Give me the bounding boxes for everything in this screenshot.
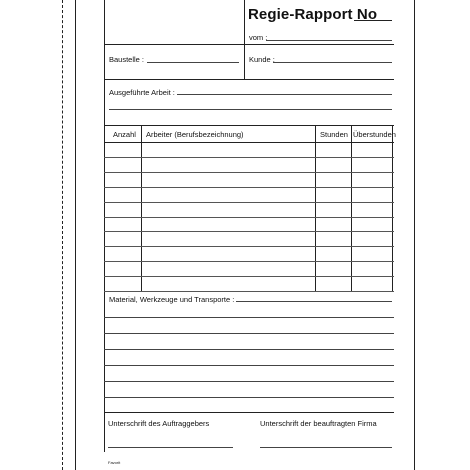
client-signature-label: Unterschrift des Auftraggebers <box>108 419 210 428</box>
baustelle-label: Baustelle : <box>109 55 145 64</box>
material-line[interactable] <box>104 333 394 334</box>
form-title: Regie-Rapport No <box>248 6 378 23</box>
kunde-field[interactable] <box>273 62 392 63</box>
table-row[interactable] <box>104 157 394 158</box>
signature-separator <box>104 412 394 413</box>
form-sheet <box>54 0 416 470</box>
vom-label: vom : <box>249 33 268 42</box>
table-row[interactable] <box>104 276 394 277</box>
table-row[interactable] <box>104 291 394 292</box>
kunde-label: Kunde : <box>249 55 275 64</box>
form-right-border <box>414 0 415 470</box>
date-field[interactable] <box>266 40 392 41</box>
client-signature-field[interactable] <box>108 447 233 448</box>
col-divider-3 <box>351 125 352 291</box>
firm-signature-label: Unterschrift der beauftragten Firma <box>260 419 377 428</box>
form-left-border <box>104 0 105 452</box>
material-label: Material, Werkzeuge und Transporte : <box>109 295 235 304</box>
col-divider-4 <box>392 125 393 291</box>
material-line[interactable] <box>104 365 394 366</box>
work-label: Ausgeführte Arbeit : <box>109 88 175 97</box>
binding-margin-line <box>75 0 76 470</box>
header-divider <box>244 0 245 80</box>
table-row[interactable] <box>104 172 394 173</box>
material-line[interactable] <box>104 349 394 350</box>
firm-signature-field[interactable] <box>260 447 392 448</box>
table-row[interactable] <box>104 187 394 188</box>
report-number-field[interactable] <box>354 20 392 21</box>
material-line-1[interactable] <box>236 301 392 302</box>
work-line-2[interactable] <box>109 109 392 110</box>
table-row[interactable] <box>104 217 394 218</box>
material-line[interactable] <box>104 397 394 398</box>
col-header-anzahl: Anzahl <box>113 130 136 139</box>
col-header-arbeiter: Arbeiter (Berufsbezeichnung) <box>146 130 244 139</box>
brand-mark: Favorit <box>108 460 121 465</box>
table-row[interactable] <box>104 246 394 247</box>
col-header-ueberstunden: Überstunden <box>353 130 396 139</box>
col-divider-1 <box>141 125 142 291</box>
table-row[interactable] <box>104 261 394 262</box>
col-divider-2 <box>315 125 316 291</box>
site-separator <box>104 79 394 80</box>
table-row[interactable] <box>104 231 394 232</box>
baustelle-field[interactable] <box>147 62 239 63</box>
header-separator <box>104 44 394 45</box>
perforation-line <box>62 0 63 470</box>
work-line-1[interactable] <box>177 94 392 95</box>
material-line[interactable] <box>104 381 394 382</box>
col-header-stunden: Stunden <box>320 130 348 139</box>
material-line[interactable] <box>104 317 394 318</box>
table-row[interactable] <box>104 202 394 203</box>
